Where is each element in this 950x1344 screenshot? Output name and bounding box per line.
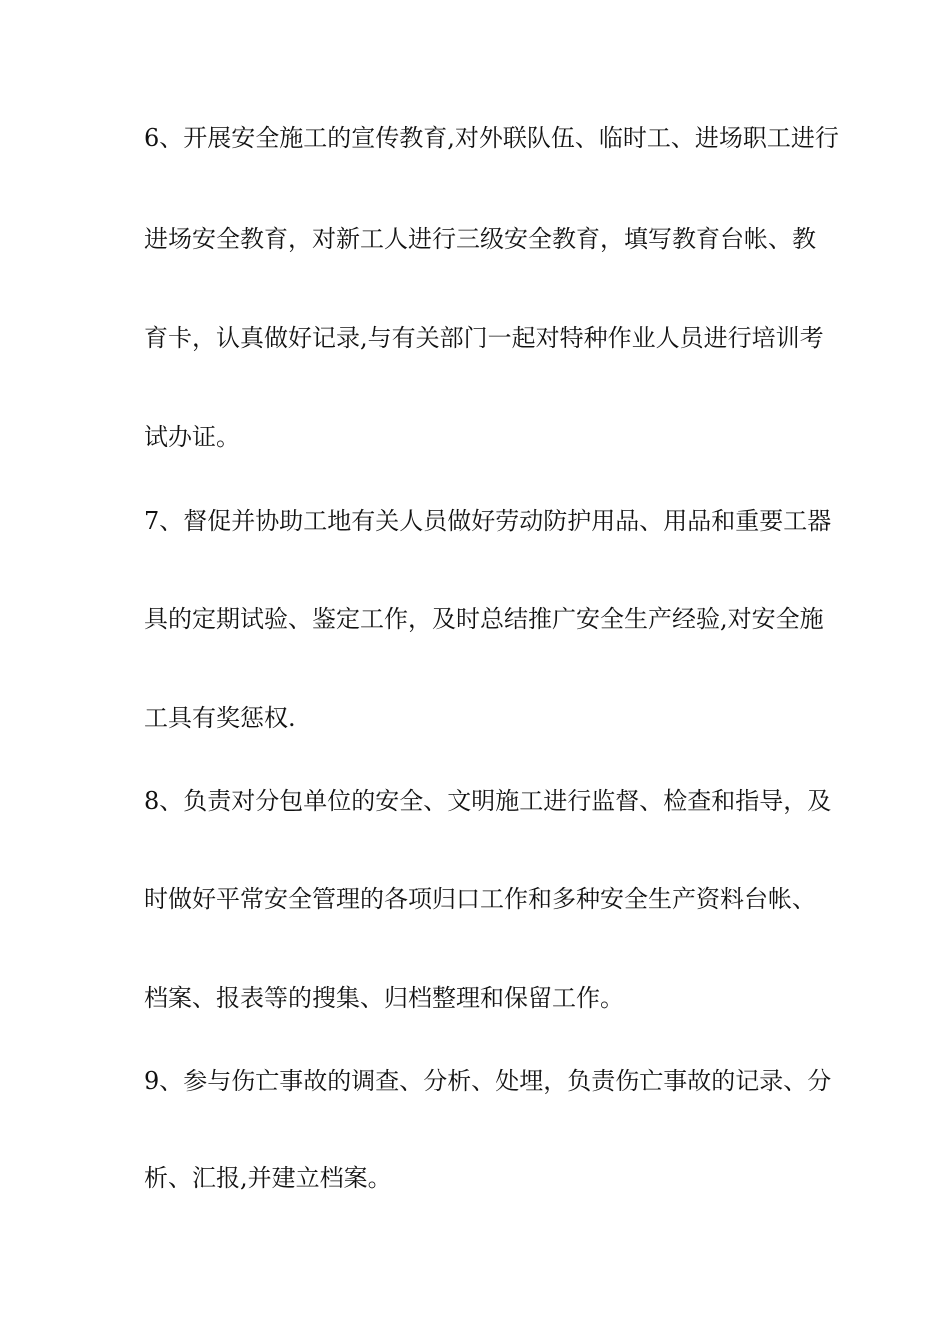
text-line: 7、督促并协助工地有关人员做好劳动防护用品、用品和重要工器 bbox=[144, 507, 832, 535]
text-line: 时做好平常安全管理的各项归口工作和多种安全生产资料台帐、 bbox=[144, 885, 816, 913]
text-line: 6、开展安全施工的宣传教育,对外联队伍、临时工、进场职工进行 bbox=[144, 124, 839, 152]
text-line: 析、汇报,并建立档案。 bbox=[144, 1164, 392, 1192]
text-line: 育卡，认真做好记录,与有关部门一起对特种作业人员进行培训考 bbox=[144, 324, 824, 352]
text-line: 试办证。 bbox=[144, 423, 240, 451]
text-line: 工具有奖惩权. bbox=[144, 704, 296, 732]
text-line: 9、参与伤亡事故的调查、分析、处埋，负责伤亡事故的记录、分 bbox=[144, 1067, 832, 1095]
text-line: 档案、报表等的搜集、归档整理和保留工作。 bbox=[144, 984, 624, 1012]
text-line: 进场安全教育，对新工人进行三级安全教育，填写教育台帐、教 bbox=[144, 225, 816, 253]
text-line: 具的定期试验、鉴定工作，及时总结推广安全生产经验,对安全施 bbox=[144, 605, 824, 633]
text-line: 8、负责对分包单位的安全、文明施工进行监督、检查和指导，及 bbox=[144, 787, 832, 815]
